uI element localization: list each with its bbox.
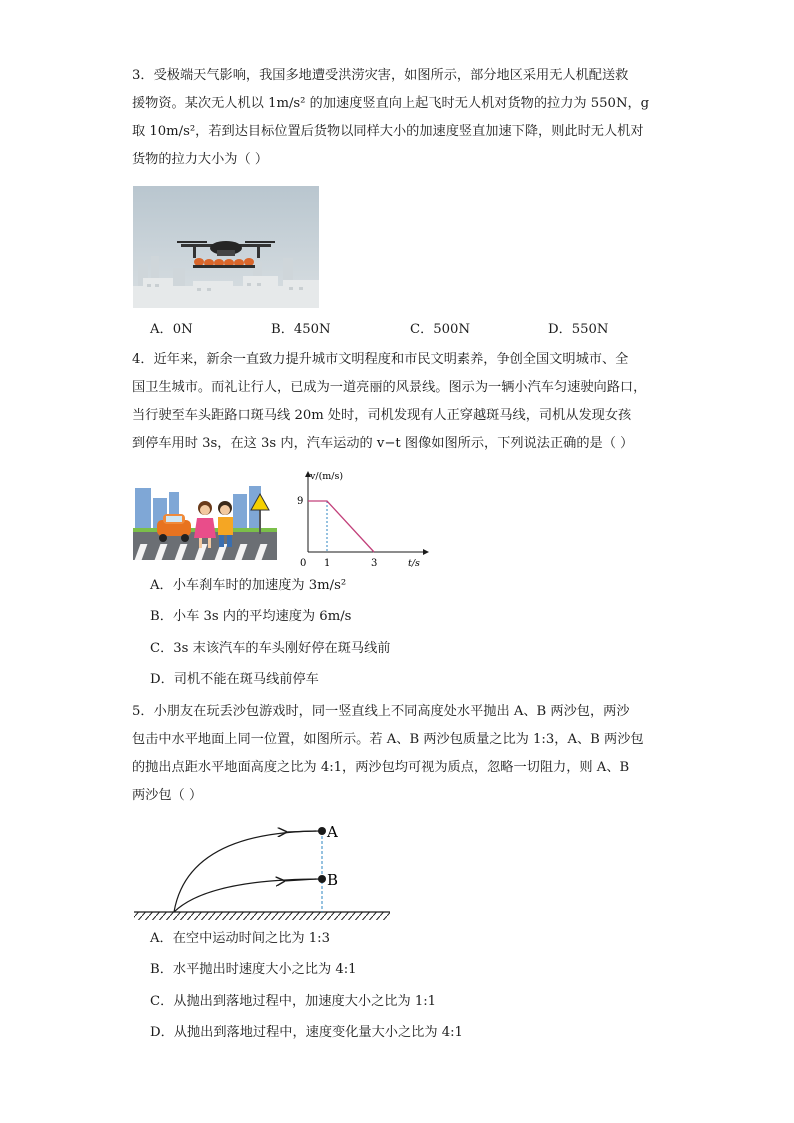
v-axis-label: v/(m/s)	[310, 471, 344, 482]
drone-photo	[133, 186, 319, 308]
q3-line-3: 取 10m/s²，若到达目标位置后货物以同样大小的加速度竖直加速下降，则此时无人机对	[132, 124, 644, 139]
q3-option-b[interactable]: B．450N	[271, 322, 331, 337]
q3-option-d[interactable]: D．550N	[548, 322, 609, 337]
point-b	[318, 875, 326, 883]
q3-line-4: 货物的拉力大小为（ ）	[132, 152, 269, 167]
q3-line-1: 3．受极端天气影响，我国多地遭受洪涝灾害，如图所示，部分地区采用无人机配送救	[132, 68, 629, 83]
label-a: A	[327, 823, 338, 841]
q5-option-b[interactable]: B．水平抛出时速度大小之比为 4:1	[150, 962, 357, 977]
question-3-stem	[132, 62, 672, 174]
label-b: B	[327, 871, 339, 889]
q4-option-b[interactable]: B．小车 3s 内的平均速度为 6m/s	[150, 609, 352, 624]
q4-line-4: 到停车用时 3s，在这 3s 内，汽车运动的 v−t 图像如图所示，下列说法正确的是（ ）	[132, 436, 634, 451]
q5-line-1: 5．小朋友在玩丢沙包游戏时，同一竖直线上不同高度处水平抛出 A、B 两沙包，两沙	[132, 704, 630, 719]
q4-line-2: 国卫生城市。而礼让行人，已成为一道亮丽的风景线。图示为一辆小汽车匀速驶向路口，	[132, 380, 647, 395]
q3-option-c[interactable]: C．500N	[410, 322, 470, 337]
q5-option-c[interactable]: C．从抛出到落地过程中，加速度大小之比为 1:1	[150, 994, 437, 1009]
question-4-stem	[132, 346, 672, 458]
question-5-stem	[132, 698, 672, 810]
q5-line-3: 的抛出点距水平地面高度之比为 4:1，两沙包均可视为质点，忽略一切阻力，则 A、B	[132, 760, 630, 775]
ground-hatch	[134, 912, 390, 920]
velocity-arrow-a	[286, 831, 316, 832]
q3-line-2: 援物资。某次无人机以 1m/s² 的加速度竖直向上起飞时无人机对货物的拉力为 550N，g	[132, 96, 650, 111]
q4-option-d[interactable]: D．司机不能在斑马线前停车	[150, 672, 319, 687]
q4-option-c[interactable]: C．3s 末该汽车的车头刚好停在斑马线前	[150, 641, 391, 656]
q4-line-3: 当行驶至车头距路口斑马线 20m 处时，司机发现有人正穿越斑马线，司机从发现女孩	[132, 408, 632, 423]
crosswalk-illustration	[133, 482, 277, 560]
q5-line-2: 包击中水平地面上同一位置，如图所示。若 A、B 两沙包质量之比为 1:3，A、B 两沙包	[132, 732, 644, 747]
x-tick-3: 3	[371, 558, 378, 569]
origin-label: 0	[300, 558, 307, 569]
trajectory-b	[174, 879, 322, 912]
velocity-line	[308, 501, 374, 552]
q3-options	[150, 318, 630, 338]
q3-option-a[interactable]: A．0N	[150, 322, 193, 337]
q4-line-1: 4．近年来，新余一直致力提升城市文明程度和市民文明素养，争创全国文明城市、全	[132, 352, 629, 367]
v-t-graph	[290, 464, 436, 572]
x-tick-1: 1	[324, 558, 331, 569]
q5-option-d[interactable]: D．从抛出到落地过程中，速度变化量大小之比为 4:1	[150, 1025, 463, 1040]
point-a	[318, 827, 326, 835]
q5-line-4: 两沙包（ ）	[132, 788, 203, 803]
trajectory-a	[174, 831, 322, 912]
t-axis-label: t/s	[408, 558, 420, 569]
projectile-diagram	[128, 812, 394, 924]
q5-option-a[interactable]: A．在空中运动时间之比为 1:3	[150, 931, 331, 946]
y-tick-9: 9	[297, 496, 304, 507]
q4-option-a[interactable]: A．小车刹车时的加速度为 3m/s²	[150, 578, 347, 593]
